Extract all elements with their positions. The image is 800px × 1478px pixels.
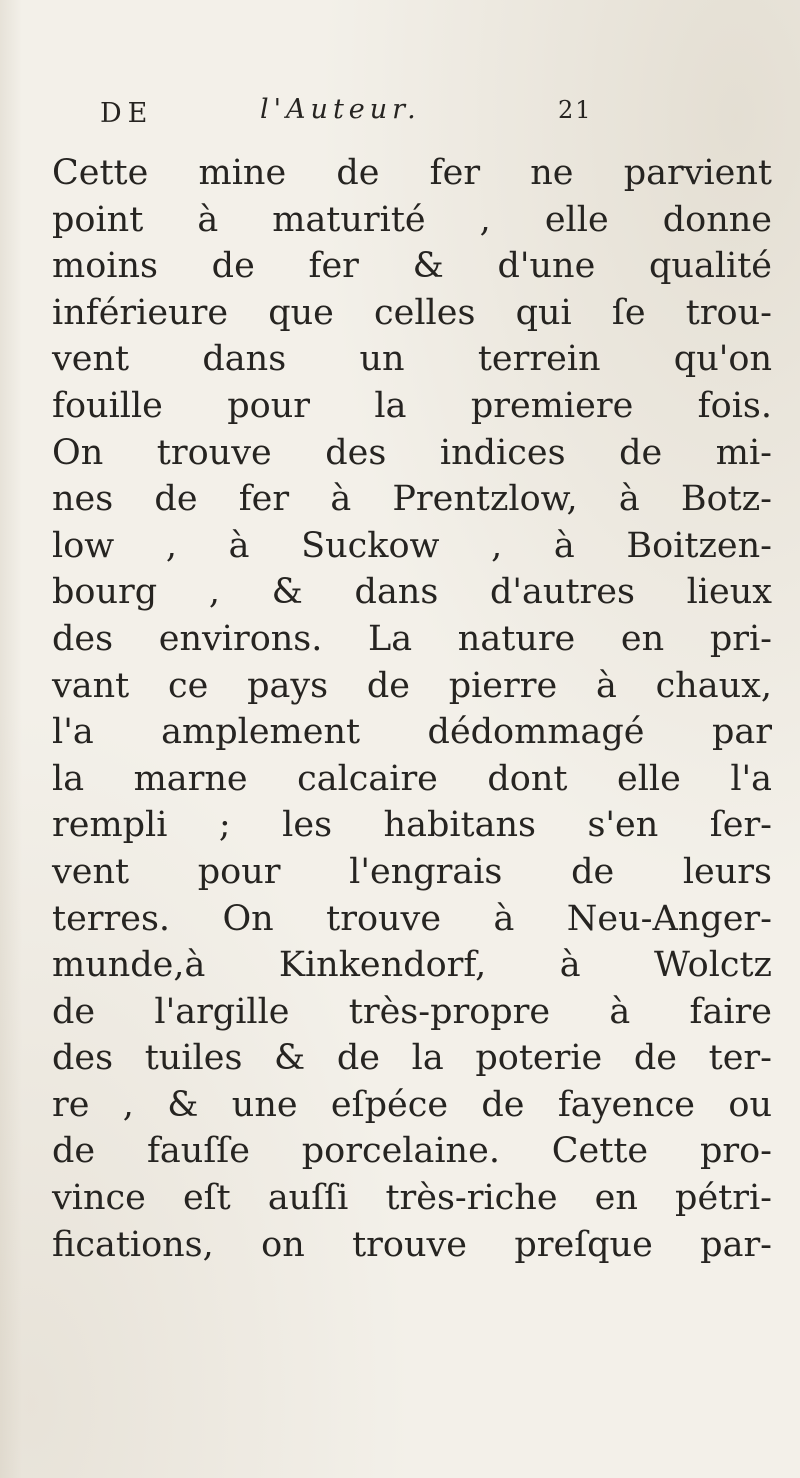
text-line: inférieure que celles qui ſe trou- [52,292,772,333]
text-line: re , & une eſpéce de fayence ou [52,1084,772,1125]
page-number: 21 [558,96,593,124]
text-line: moins de fer & d'une qualité [52,246,772,287]
running-head [100,90,620,140]
text-line: vant ce pays de pierre à chaux, [52,665,772,706]
text-line: des tuiles & de la poterie de ter- [52,1038,772,1079]
text-line: vince eſt auſſi très-riche en pétri- [52,1178,772,1219]
body-text [52,150,772,1268]
text-line: de l'argille très-propre à faire [52,991,772,1032]
text-line: munde,à Kinkendorf, à Wolctz [52,945,772,986]
text-line: rempli ; les habitans s'en ſer- [52,805,772,846]
text-line: des environs. La nature en pri- [52,618,772,659]
text-line: vent pour l'engrais de leurs [52,851,772,892]
text-line: fications, on trouve preſque par- [52,1224,772,1265]
running-head-left: DE [100,98,154,129]
text-line: point à maturité , elle donne [52,199,772,240]
text-line: nes de fer à Prentzlow, à Botz- [52,479,772,520]
text-line: Cette mine de fer ne parvient [52,153,772,193]
text-line: vent dans un terrein qu'on [52,339,772,380]
text-line: low , à Suckow , à Boitzen- [52,525,772,566]
text-line: On trouve des indices de mi- [52,432,772,473]
running-head-title: l'Auteur. [260,94,421,125]
text-line: bourg , & dans d'autres lieux [52,572,772,613]
text-line: fouille pour la premiere fois. [52,385,772,426]
text-line: de fauſſe porcelaine. Cette pro- [52,1131,772,1172]
text-line: l'a amplement dédommagé par [52,712,772,753]
text-line: la marne calcaire dont elle l'a [52,758,772,799]
text-line: terres. On trouve à Neu-Anger- [52,898,772,939]
